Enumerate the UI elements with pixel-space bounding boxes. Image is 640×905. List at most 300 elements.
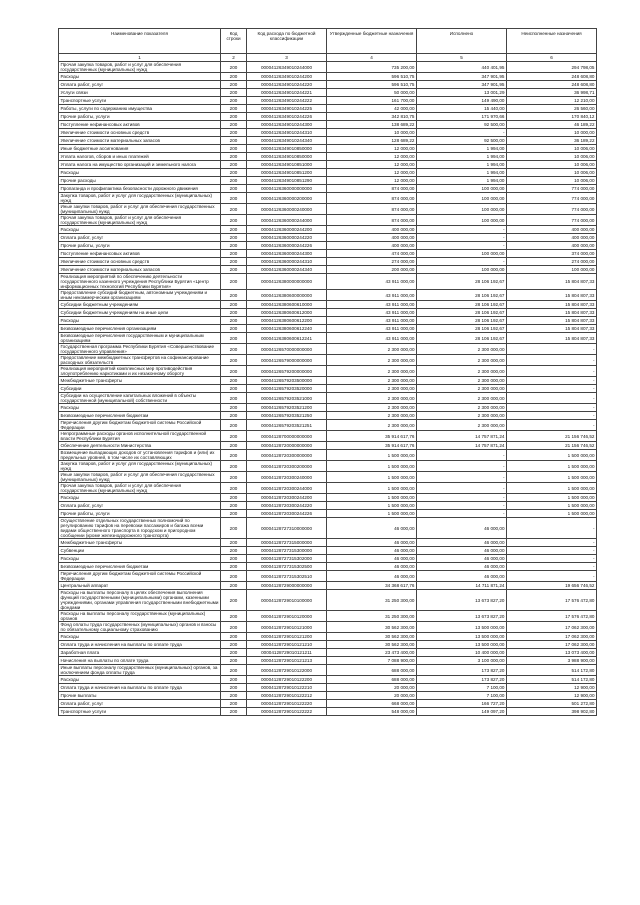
budget-code-cell: 00004126349010244000 bbox=[247, 62, 327, 73]
line-code-cell: 200 bbox=[221, 676, 247, 684]
indicator-name-cell: Прочая закупка товаров, работ и услуг для обеспечения государственных (муниципальных) нужд bbox=[59, 483, 221, 494]
executed-cell: - bbox=[417, 510, 507, 518]
line-code-cell: 200 bbox=[221, 204, 247, 215]
unexecuted-cell: 12 900,00 bbox=[507, 692, 597, 700]
approved-cell: 20 000,00 bbox=[327, 684, 417, 692]
approved-cell: 23 473 400,00 bbox=[327, 649, 417, 657]
executed-cell: 28 106 192,67 bbox=[417, 317, 507, 325]
indicator-name-cell: Иные закупки товаров, работ и услуг для обеспечения государственных (муниципальных) нужд bbox=[59, 204, 221, 215]
unexecuted-cell: 400 000,00 bbox=[507, 226, 597, 234]
line-code-cell: 200 bbox=[221, 494, 247, 502]
budget-code-cell: 00004126579203520000 bbox=[247, 385, 327, 393]
unexecuted-cell: 514 172,80 bbox=[507, 665, 597, 676]
executed-cell: 2 300 000,00 bbox=[417, 404, 507, 412]
line-code-cell: 200 bbox=[221, 708, 247, 716]
line-code-cell: 200 bbox=[221, 700, 247, 708]
executed-cell: - bbox=[417, 234, 507, 242]
approved-cell: 2 300 000,00 bbox=[327, 412, 417, 420]
table-row bbox=[59, 483, 597, 494]
unexecuted-cell: - bbox=[507, 571, 597, 582]
table-row bbox=[59, 242, 597, 250]
unexecuted-cell: 10 006,00 bbox=[507, 177, 597, 185]
executed-cell: 7 100,00 bbox=[417, 692, 507, 700]
budget-code-cell: 00004128727315302500 bbox=[247, 563, 327, 571]
expenditure-table bbox=[58, 28, 597, 716]
line-code-cell: 200 bbox=[221, 385, 247, 393]
executed-cell: 14 757 871,24 bbox=[417, 431, 507, 442]
table-row bbox=[59, 97, 597, 105]
indicator-name-cell: Уплата налогов, сборов и иных платежей bbox=[59, 153, 221, 161]
executed-cell: 2 300 000,00 bbox=[417, 366, 507, 377]
unexecuted-cell: - bbox=[507, 404, 597, 412]
indicator-name-cell: Оплата работ, услуг bbox=[59, 502, 221, 510]
line-code-cell: 200 bbox=[221, 73, 247, 81]
indicator-name-cell: Расходы на выплаты персоналу государственных (муниципальных) органов bbox=[59, 611, 221, 622]
unexecuted-cell: - bbox=[507, 539, 597, 547]
table-row bbox=[59, 266, 597, 274]
indicator-name-cell: Безвозмездные перечисления организациям bbox=[59, 325, 221, 333]
approved-cell: 30 562 300,00 bbox=[327, 641, 417, 649]
approved-cell: 46 000,00 bbox=[327, 547, 417, 555]
line-code-cell: 200 bbox=[221, 571, 247, 582]
unexecuted-cell: 100 000,00 bbox=[507, 266, 597, 274]
unexecuted-cell: - bbox=[507, 412, 597, 420]
table-row bbox=[59, 665, 597, 676]
unexecuted-cell: 774 000,00 bbox=[507, 185, 597, 193]
indicator-name-cell: Прочие выплаты bbox=[59, 692, 221, 700]
table-row bbox=[59, 641, 597, 649]
executed-cell: 13 500 000,00 bbox=[417, 622, 507, 633]
approved-cell: 1 500 000,00 bbox=[327, 494, 417, 502]
indicator-name-cell: Услуги связи bbox=[59, 89, 221, 97]
table-row bbox=[59, 684, 597, 692]
executed-cell: 46 000,00 bbox=[417, 563, 507, 571]
unexecuted-cell: - bbox=[507, 420, 597, 431]
table-row bbox=[59, 113, 597, 121]
unexecuted-cell: 12 210,00 bbox=[507, 97, 597, 105]
executed-cell: 46 000,00 bbox=[417, 571, 507, 582]
approved-cell: 35 914 617,76 bbox=[327, 442, 417, 450]
indicator-name-cell: Перечисления другим бюджетам бюджетной системы Российской Федерации bbox=[59, 571, 221, 582]
line-code-cell: 200 bbox=[221, 145, 247, 153]
line-code-cell: 200 bbox=[221, 442, 247, 450]
indicator-name-cell: Заработная плата bbox=[59, 649, 221, 657]
table-row bbox=[59, 105, 597, 113]
indicator-name-cell: Прочие работы, услуги bbox=[59, 242, 221, 250]
executed-cell: 13 500 000,00 bbox=[417, 641, 507, 649]
budget-code-cell: 00004126579000000000 bbox=[247, 355, 327, 366]
table-row bbox=[59, 590, 597, 611]
approved-cell: 2 300 000,00 bbox=[327, 366, 417, 377]
executed-cell: 1 994,00 bbox=[417, 177, 507, 185]
budget-code-cell: 00004128729010122200 bbox=[247, 676, 327, 684]
indicator-name-cell: Оплата труда и начисления на выплаты по оплате труда bbox=[59, 684, 221, 692]
approved-cell: 688 000,00 bbox=[327, 676, 417, 684]
approved-cell: 1 500 000,00 bbox=[327, 510, 417, 518]
budget-code-cell: 00004126579203521250 bbox=[247, 412, 327, 420]
indicator-name-cell: Закупка товаров, работ и услуг для государственных (муниципальных) нужд bbox=[59, 461, 221, 472]
budget-code-cell: 00004128720300244220 bbox=[247, 502, 327, 510]
executed-cell: 149 097,20 bbox=[417, 708, 507, 716]
table-row bbox=[59, 366, 597, 377]
approved-cell: 12 000,00 bbox=[327, 161, 417, 169]
budget-code-cell: 00004126349010244220 bbox=[247, 81, 327, 89]
table-row bbox=[59, 193, 597, 204]
header-line-code: Код строки bbox=[221, 29, 247, 54]
executed-cell: 14 757 871,24 bbox=[417, 442, 507, 450]
unexecuted-cell: 1 500 000,00 bbox=[507, 483, 597, 494]
unexecuted-cell: - bbox=[507, 385, 597, 393]
unexecuted-cell: 10 006,00 bbox=[507, 169, 597, 177]
indicator-name-cell: Субвенции bbox=[59, 547, 221, 555]
executed-cell: 28 106 192,67 bbox=[417, 333, 507, 344]
budget-code-cell: 00004126570000000000 bbox=[247, 344, 327, 355]
line-code-cell: 200 bbox=[221, 344, 247, 355]
indicator-name-cell: Субсидии bbox=[59, 385, 221, 393]
table-row bbox=[59, 582, 597, 590]
indicator-name-cell: Расходы на выплаты персоналу в целях обеспечения выполнения функций государственными (муниципальными) органами, казенными учреждениями, органами управления государственными внебюджетными фондами bbox=[59, 590, 221, 611]
line-code-cell: 200 bbox=[221, 266, 247, 274]
table-row bbox=[59, 539, 597, 547]
budget-code-cell: 00004126579200000000 bbox=[247, 366, 327, 377]
unexecuted-cell: 248 608,80 bbox=[507, 73, 597, 81]
budget-code-cell: 00004128727315300000 bbox=[247, 547, 327, 555]
line-code-cell: 200 bbox=[221, 431, 247, 442]
budget-code-cell: 00004128720300240000 bbox=[247, 472, 327, 483]
budget-code-cell: 00004128729010122212 bbox=[247, 692, 327, 700]
executed-cell: 13 673 827,20 bbox=[417, 590, 507, 611]
line-code-cell: 200 bbox=[221, 309, 247, 317]
table-row bbox=[59, 518, 597, 539]
unexecuted-cell: 774 000,00 bbox=[507, 215, 597, 226]
indicator-name-cell: Прочая закупка товаров, работ и услуг для обеспечения государственных (муниципальных) нужд bbox=[59, 62, 221, 73]
approved-cell: 400 000,00 bbox=[327, 234, 417, 242]
indicator-name-cell: Оплата труда и начисления на выплаты по оплате труда bbox=[59, 641, 221, 649]
executed-cell: 13 673 827,20 bbox=[417, 611, 507, 622]
executed-cell: 171 970,66 bbox=[417, 113, 507, 121]
approved-cell: 874 000,00 bbox=[327, 204, 417, 215]
unexecuted-cell: 400 000,00 bbox=[507, 242, 597, 250]
table-row bbox=[59, 461, 597, 472]
approved-cell: 874 000,00 bbox=[327, 193, 417, 204]
table-row bbox=[59, 420, 597, 431]
column-number: 6 bbox=[507, 54, 597, 62]
approved-cell: 43 911 000,00 bbox=[327, 317, 417, 325]
table-row bbox=[59, 290, 597, 301]
budget-code-cell: 00004126380600612240 bbox=[247, 325, 327, 333]
indicator-name-cell: Увеличение стоимости основных средств bbox=[59, 129, 221, 137]
approved-cell: 400 000,00 bbox=[327, 242, 417, 250]
unexecuted-cell: 12 900,00 bbox=[507, 684, 597, 692]
line-code-cell: 200 bbox=[221, 366, 247, 377]
executed-cell: 173 827,20 bbox=[417, 665, 507, 676]
line-code-cell: 200 bbox=[221, 472, 247, 483]
unexecuted-cell: 46 189,22 bbox=[507, 121, 597, 129]
line-code-cell: 200 bbox=[221, 153, 247, 161]
budget-code-cell: 00004126349010244222 bbox=[247, 97, 327, 105]
unexecuted-cell: 10 006,00 bbox=[507, 161, 597, 169]
approved-cell: 35 914 617,76 bbox=[327, 431, 417, 442]
executed-cell: 28 106 192,67 bbox=[417, 309, 507, 317]
indicator-name-cell: Оплата работ, услуг bbox=[59, 81, 221, 89]
table-row bbox=[59, 708, 597, 716]
approved-cell: 46 000,00 bbox=[327, 555, 417, 563]
table-row bbox=[59, 563, 597, 571]
budget-code-cell: 00004126360000244226 bbox=[247, 242, 327, 250]
column-number: 1 bbox=[59, 54, 221, 62]
unexecuted-cell: 774 000,00 bbox=[507, 193, 597, 204]
unexecuted-cell: 15 804 807,33 bbox=[507, 274, 597, 290]
unexecuted-cell: - bbox=[507, 366, 597, 377]
line-code-cell: 200 bbox=[221, 333, 247, 344]
table-row bbox=[59, 676, 597, 684]
line-code-cell: 200 bbox=[221, 250, 247, 258]
budget-code-cell: 00004126380600612000 bbox=[247, 309, 327, 317]
budget-code-cell: 00004128729010122000 bbox=[247, 665, 327, 676]
table-row bbox=[59, 431, 597, 442]
approved-cell: 1 500 000,00 bbox=[327, 472, 417, 483]
executed-cell: 10 400 000,00 bbox=[417, 649, 507, 657]
budget-code-cell: 00004126349010244340 bbox=[247, 137, 327, 145]
approved-cell: 161 700,00 bbox=[327, 97, 417, 105]
approved-cell: 7 088 900,00 bbox=[327, 657, 417, 665]
line-code-cell: 200 bbox=[221, 215, 247, 226]
budget-code-cell: 00004128720000000000 bbox=[247, 442, 327, 450]
indicator-name-cell: Реализация мероприятий по обеспечению деятельности государственного казенного учреждения Республики Бурятия «Центр информационных технологий Республики Бурятия» bbox=[59, 274, 221, 290]
line-code-cell: 200 bbox=[221, 89, 247, 97]
table-row bbox=[59, 404, 597, 412]
approved-cell: 1 500 000,00 bbox=[327, 502, 417, 510]
approved-cell: 20 000,00 bbox=[327, 692, 417, 700]
executed-cell: 13 500 000,00 bbox=[417, 633, 507, 641]
approved-cell: 12 000,00 bbox=[327, 177, 417, 185]
indicator-name-cell: Возмещение выпадающих доходов от установления тарифов и (или) их предельных уровней, в том числе их составляющих bbox=[59, 450, 221, 461]
budget-code-cell: 00004128729010122210 bbox=[247, 684, 327, 692]
table-row bbox=[59, 81, 597, 89]
indicator-name-cell: Прочие работы, услуги bbox=[59, 510, 221, 518]
unexecuted-cell: 1 500 000,00 bbox=[507, 450, 597, 461]
line-code-cell: 200 bbox=[221, 290, 247, 301]
budget-code-cell: 00004126360000244310 bbox=[247, 258, 327, 266]
line-code-cell: 200 bbox=[221, 461, 247, 472]
unexecuted-cell: 36 189,22 bbox=[507, 137, 597, 145]
line-code-cell: 200 bbox=[221, 177, 247, 185]
table-row bbox=[59, 129, 597, 137]
budget-code-cell: 00004126349010244300 bbox=[247, 121, 327, 129]
budget-code-cell: 00004128727310000000 bbox=[247, 518, 327, 539]
unexecuted-cell: 17 576 472,80 bbox=[507, 590, 597, 611]
approved-cell: 2 300 000,00 bbox=[327, 393, 417, 404]
budget-code-cell: 00004126349010850000 bbox=[247, 145, 327, 153]
table-row bbox=[59, 502, 597, 510]
budget-code-cell: 00004126579203521200 bbox=[247, 404, 327, 412]
indicator-name-cell: Перечисления другим бюджетам бюджетной системы Российской Федерации bbox=[59, 420, 221, 431]
approved-cell: 46 000,00 bbox=[327, 571, 417, 582]
line-code-cell: 200 bbox=[221, 355, 247, 366]
unexecuted-cell: 21 156 746,52 bbox=[507, 431, 597, 442]
unexecuted-cell: 17 062 300,00 bbox=[507, 633, 597, 641]
header-executed: Исполнено bbox=[417, 29, 507, 54]
unexecuted-cell: 774 000,00 bbox=[507, 204, 597, 215]
table-row bbox=[59, 393, 597, 404]
table-row bbox=[59, 73, 597, 81]
budget-code-cell: 00004126380600610000 bbox=[247, 301, 327, 309]
indicator-name-cell: Прочие расходы bbox=[59, 177, 221, 185]
executed-cell: 7 100,00 bbox=[417, 684, 507, 692]
executed-cell: 92 500,00 bbox=[417, 137, 507, 145]
executed-cell: 2 300 000,00 bbox=[417, 393, 507, 404]
executed-cell: - bbox=[417, 226, 507, 234]
approved-cell: 2 300 000,00 bbox=[327, 404, 417, 412]
line-code-cell: 200 bbox=[221, 169, 247, 177]
unexecuted-cell: - bbox=[507, 555, 597, 563]
table-row bbox=[59, 555, 597, 563]
unexecuted-cell: 36 998,71 bbox=[507, 89, 597, 97]
executed-cell: - bbox=[417, 494, 507, 502]
budget-code-cell: 00004126360000000000 bbox=[247, 185, 327, 193]
line-code-cell: 200 bbox=[221, 539, 247, 547]
budget-code-cell: 00004128729010121000 bbox=[247, 622, 327, 633]
budget-code-cell: 00004126360000244300 bbox=[247, 250, 327, 258]
unexecuted-cell: 1 500 000,00 bbox=[507, 502, 597, 510]
table-row bbox=[59, 494, 597, 502]
executed-cell: 347 901,95 bbox=[417, 81, 507, 89]
unexecuted-cell: 10 000,00 bbox=[507, 129, 597, 137]
approved-cell: 12 000,00 bbox=[327, 153, 417, 161]
approved-cell: 548 000,00 bbox=[327, 708, 417, 716]
line-code-cell: 200 bbox=[221, 555, 247, 563]
line-code-cell: 200 bbox=[221, 684, 247, 692]
table-row bbox=[59, 385, 597, 393]
table-row bbox=[59, 355, 597, 366]
table-row bbox=[59, 177, 597, 185]
table-row bbox=[59, 317, 597, 325]
budget-code-cell: 00004128729010100000 bbox=[247, 590, 327, 611]
executed-cell: 100 000,00 bbox=[417, 215, 507, 226]
table-row bbox=[59, 510, 597, 518]
executed-cell: 100 000,00 bbox=[417, 250, 507, 258]
indicator-name-cell: Реализация мероприятий комплексных мер противодействия злоупотреблению наркотиками и их незаконному обороту bbox=[59, 366, 221, 377]
line-code-cell: 200 bbox=[221, 301, 247, 309]
line-code-cell: 200 bbox=[221, 129, 247, 137]
executed-cell: 100 000,00 bbox=[417, 193, 507, 204]
budget-code-cell: 00004126579203521000 bbox=[247, 393, 327, 404]
executed-cell: 15 440,00 bbox=[417, 105, 507, 113]
indicator-name-cell: Транспортные услуги bbox=[59, 97, 221, 105]
line-code-cell: 200 bbox=[221, 657, 247, 665]
approved-cell: 2 300 000,00 bbox=[327, 420, 417, 431]
approved-cell: 12 000,00 bbox=[327, 169, 417, 177]
indicator-name-cell: Расходы bbox=[59, 73, 221, 81]
indicator-name-cell: Прочие работы, услуги bbox=[59, 113, 221, 121]
unexecuted-cell: - bbox=[507, 547, 597, 555]
unexecuted-cell: 514 172,80 bbox=[507, 676, 597, 684]
indicator-name-cell: Прочая закупка товаров, работ и услуг для обеспечения государственных (муниципальных) нужд bbox=[59, 215, 221, 226]
budget-code-cell: 00004128720300244000 bbox=[247, 483, 327, 494]
column-number: 2 bbox=[221, 54, 247, 62]
executed-cell: 28 106 192,67 bbox=[417, 274, 507, 290]
budget-code-cell: 00004126349010850000 bbox=[247, 153, 327, 161]
budget-code-cell: 00004126349010244221 bbox=[247, 89, 327, 97]
executed-cell: 149 490,00 bbox=[417, 97, 507, 105]
executed-cell: 46 000,00 bbox=[417, 518, 507, 539]
table-row bbox=[59, 258, 597, 266]
executed-cell: 1 994,00 bbox=[417, 169, 507, 177]
indicator-name-cell: Транспортные услуги bbox=[59, 708, 221, 716]
unexecuted-cell: 19 656 746,52 bbox=[507, 582, 597, 590]
table-row bbox=[59, 412, 597, 420]
budget-code-cell: 00004126360000240000 bbox=[247, 204, 327, 215]
table-row bbox=[59, 547, 597, 555]
executed-cell: 13 001,29 bbox=[417, 89, 507, 97]
unexecuted-cell: - bbox=[507, 563, 597, 571]
budget-report-sheet bbox=[58, 28, 596, 716]
column-number-row bbox=[59, 54, 597, 62]
approved-cell: 596 510,75 bbox=[327, 81, 417, 89]
budget-code-cell: 00004126380600612200 bbox=[247, 317, 327, 325]
executed-cell: - bbox=[417, 483, 507, 494]
unexecuted-cell: 501 272,80 bbox=[507, 700, 597, 708]
indicator-name-cell: Субсидии бюджетным учреждениям bbox=[59, 301, 221, 309]
table-row bbox=[59, 472, 597, 483]
executed-cell: 1 994,00 bbox=[417, 161, 507, 169]
budget-code-cell: 00004126349010851000 bbox=[247, 161, 327, 169]
header-budget-code: Код расхода по бюджетной классификации bbox=[247, 29, 327, 54]
indicator-name-cell: Увеличение стоимости основных средств bbox=[59, 258, 221, 266]
unexecuted-cell: 1 500 000,00 bbox=[507, 510, 597, 518]
unexecuted-cell: 15 804 807,33 bbox=[507, 317, 597, 325]
executed-cell: 46 000,00 bbox=[417, 547, 507, 555]
table-row bbox=[59, 153, 597, 161]
table-row bbox=[59, 649, 597, 657]
unexecuted-cell: 374 000,00 bbox=[507, 250, 597, 258]
approved-cell: 43 911 000,00 bbox=[327, 333, 417, 344]
budget-code-cell: 00004126360000244000 bbox=[247, 215, 327, 226]
line-code-cell: 200 bbox=[221, 242, 247, 250]
table-row bbox=[59, 161, 597, 169]
budget-code-cell: 00004128720300244226 bbox=[247, 510, 327, 518]
budget-code-cell: 00004126360000200000 bbox=[247, 193, 327, 204]
approved-cell: 43 911 000,00 bbox=[327, 309, 417, 317]
unexecuted-cell: 15 804 807,33 bbox=[507, 301, 597, 309]
indicator-name-cell: Начисления на выплаты по оплате труда bbox=[59, 657, 221, 665]
table-row bbox=[59, 622, 597, 633]
budget-code-cell: 00004126349010851200 bbox=[247, 169, 327, 177]
line-code-cell: 200 bbox=[221, 582, 247, 590]
executed-cell: 28 106 192,67 bbox=[417, 301, 507, 309]
indicator-name-cell: Безвозмездные перечисления бюджетам bbox=[59, 563, 221, 571]
indicator-name-cell: Работы, услуги по содержанию имущества bbox=[59, 105, 221, 113]
table-row bbox=[59, 571, 597, 582]
line-code-cell: 200 bbox=[221, 483, 247, 494]
executed-cell: 46 000,00 bbox=[417, 539, 507, 547]
executed-cell: 440 401,95 bbox=[417, 62, 507, 73]
budget-code-cell: 00004128729000000000 bbox=[247, 582, 327, 590]
line-code-cell: 200 bbox=[221, 226, 247, 234]
budget-code-cell: 00004128720300244200 bbox=[247, 494, 327, 502]
table-row bbox=[59, 442, 597, 450]
indicator-name-cell: Предоставление субсидий бюджетным, автономным учреждениям и иным некоммерческим организациям bbox=[59, 290, 221, 301]
budget-code-cell: 00004128729010121213 bbox=[247, 657, 327, 665]
indicator-name-cell: Оплата работ, услуг bbox=[59, 700, 221, 708]
line-code-cell: 200 bbox=[221, 622, 247, 633]
line-code-cell: 200 bbox=[221, 137, 247, 145]
executed-cell: 2 300 000,00 bbox=[417, 355, 507, 366]
unexecuted-cell: 26 560,00 bbox=[507, 105, 597, 113]
indicator-name-cell: Иные бюджетные ассигнования bbox=[59, 145, 221, 153]
unexecuted-cell: 1 500 000,00 bbox=[507, 461, 597, 472]
executed-cell: 173 827,20 bbox=[417, 676, 507, 684]
